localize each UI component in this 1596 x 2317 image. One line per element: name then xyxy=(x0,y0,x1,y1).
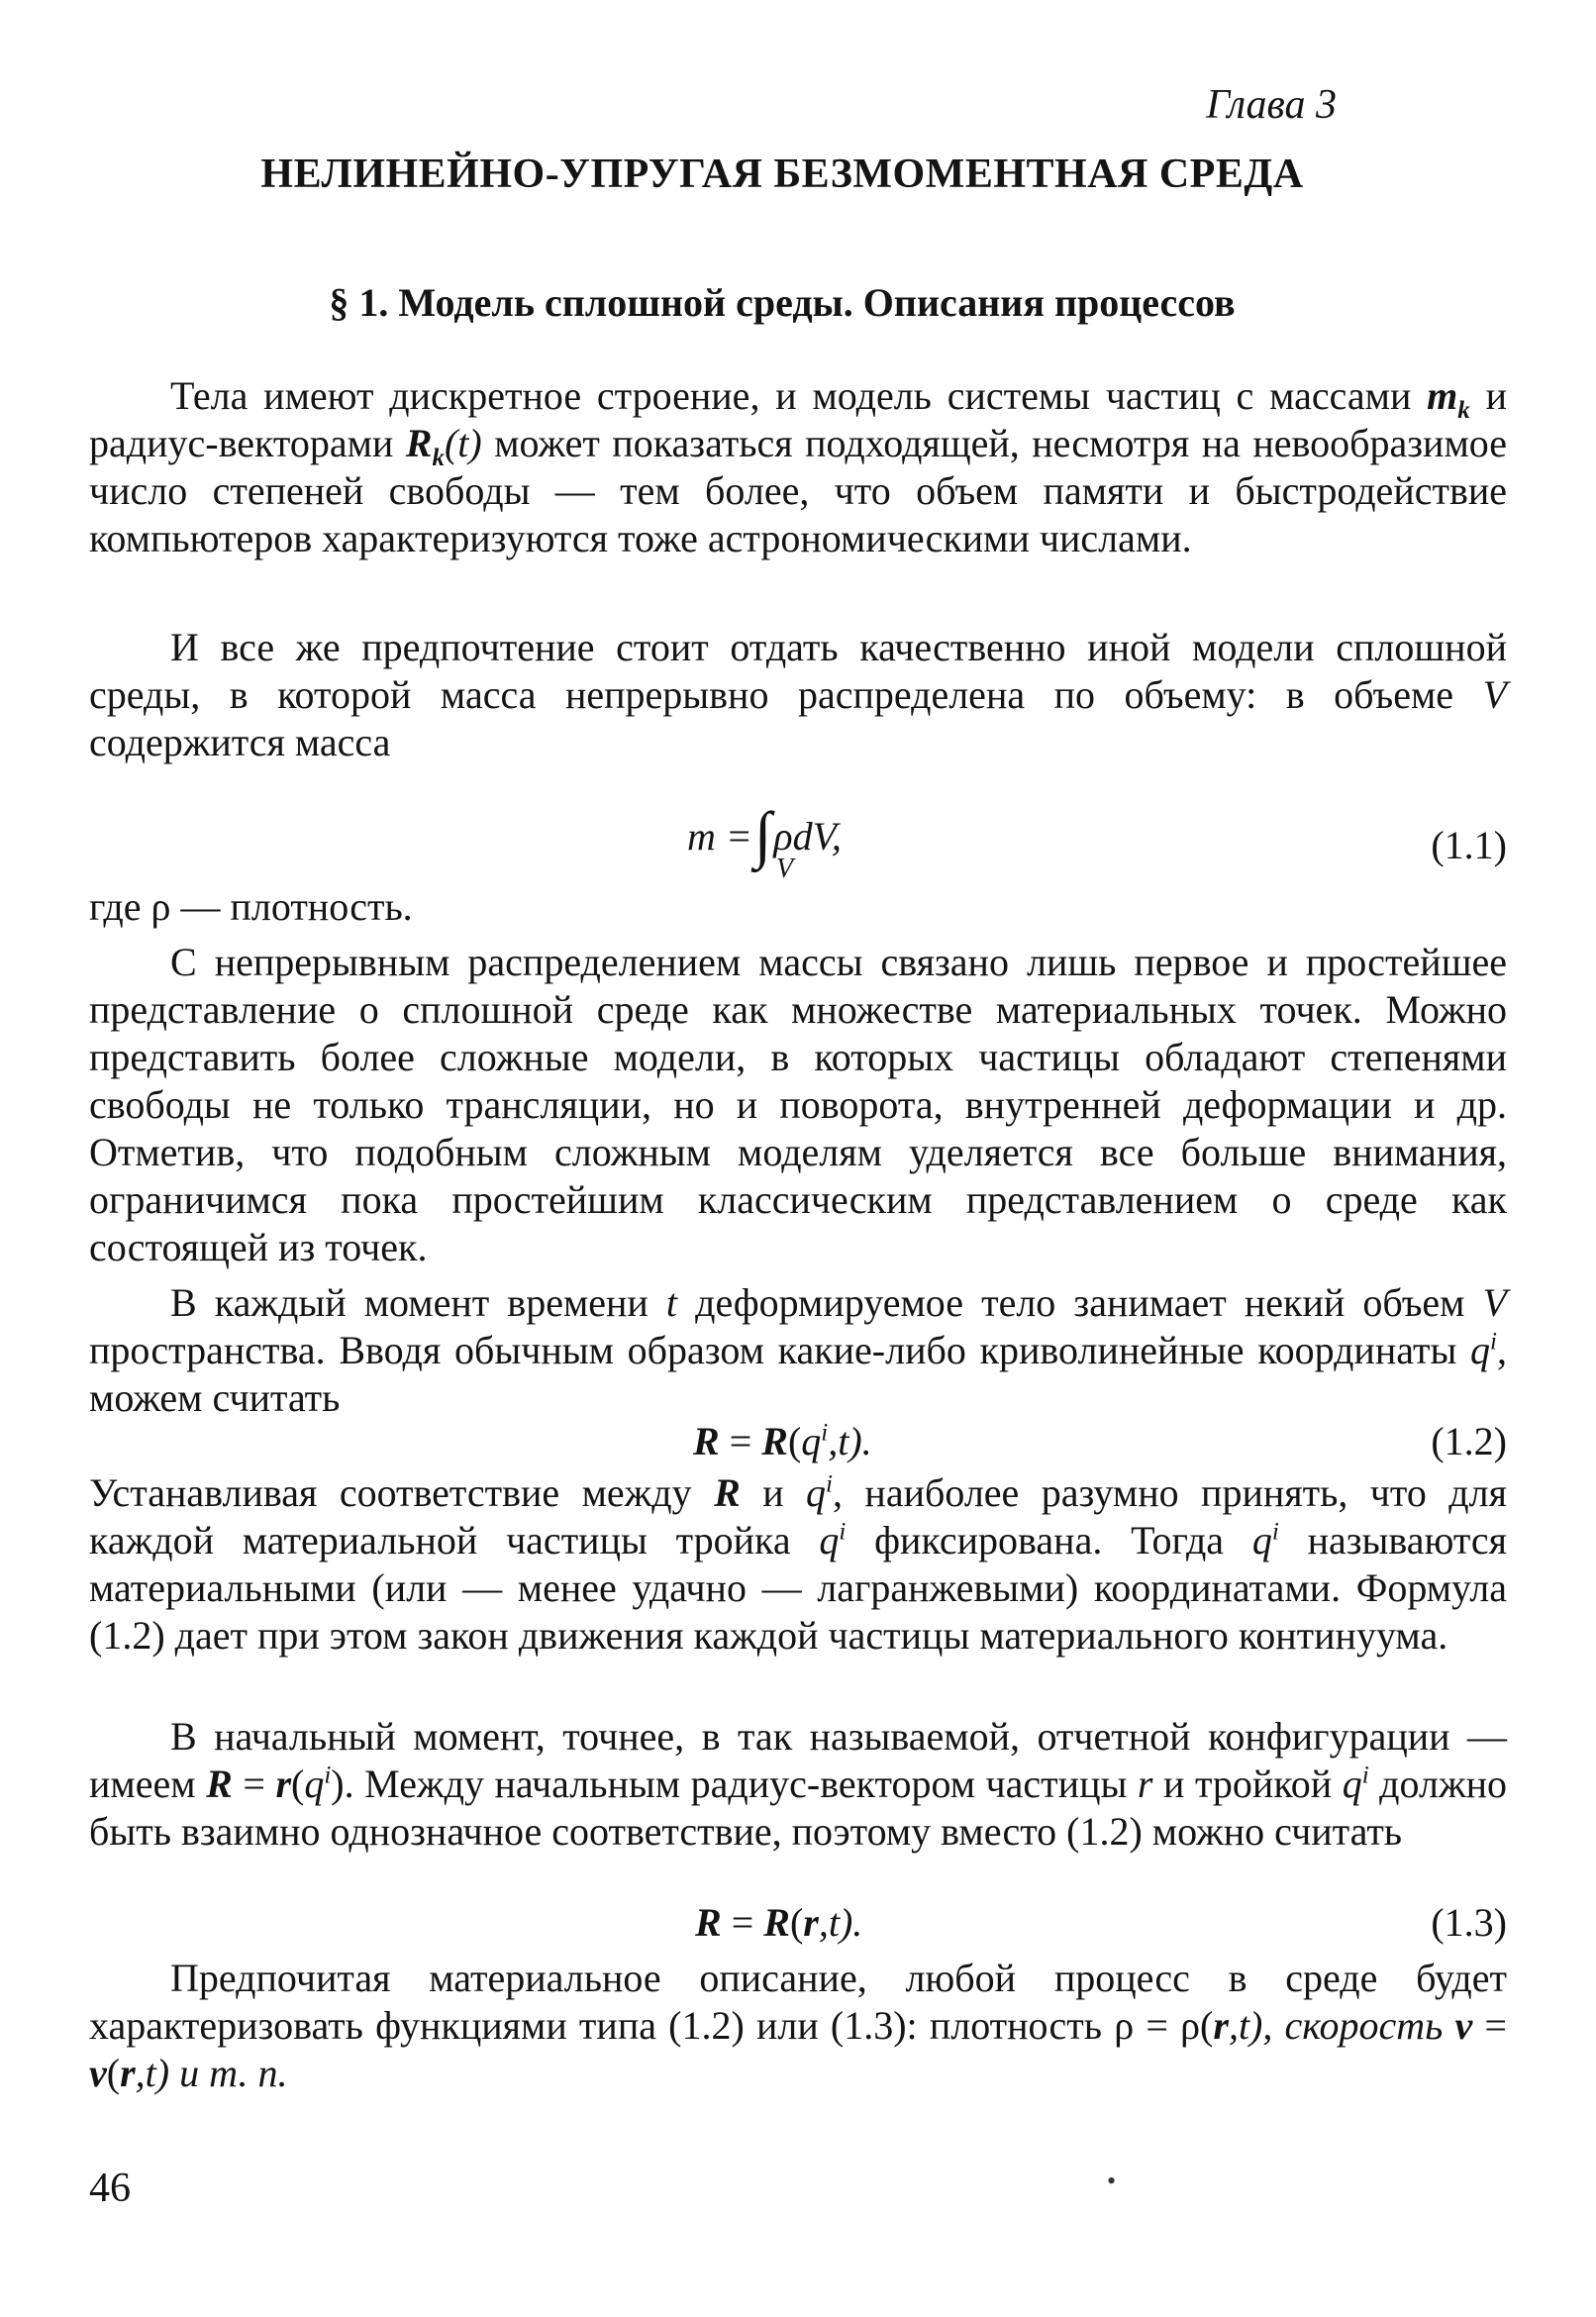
text-run: и тройкой xyxy=(1152,1762,1343,1806)
math-m: $m_k$ xyxy=(1427,373,1470,424)
text-run: Устанавливая соответствие между xyxy=(89,1470,715,1515)
equation-1-1 xyxy=(89,792,1507,891)
math-q: $q^i$ xyxy=(819,1518,847,1562)
chapter-title: НЕЛИНЕЙНО-УПРУГАЯ БЕЗМОМЕНТНАЯ СРЕДА xyxy=(260,151,1304,197)
math-v: v xyxy=(89,2051,107,2095)
text-run: ). Между начальным радиус-вектором частицы xyxy=(331,1762,1138,1806)
section-title: § 1. Модель сплошной среды. Описания процессов xyxy=(329,280,1236,325)
text-run: = xyxy=(232,1762,276,1806)
equation-number: (1.2) xyxy=(1431,1419,1507,1463)
math-R: R xyxy=(206,1762,233,1806)
equation-1-3 xyxy=(89,1899,1507,1949)
math-t: t xyxy=(665,1280,678,1325)
integral-sign: ∫ xyxy=(753,799,772,869)
text-run: , наиболее разумно принять, что для каждой материальной частицы тройка xyxy=(89,1470,1508,1562)
text-run: может показаться подходящей, несмотря на невообразимое число степеней свободы — тем более, что объем памяти и быстродействие компьютеров характеризуются тоже астрономическими числами. xyxy=(89,421,1507,560)
text-run: ( xyxy=(291,1762,305,1806)
equation-1-2-body: $R = R(q^i,t)$. xyxy=(693,1419,872,1463)
math-R: $R_k$ xyxy=(405,421,445,471)
text-run: содержится масса xyxy=(89,720,391,764)
math-r: r xyxy=(275,1762,292,1806)
text-run: деформируемое тело занимает некий объем xyxy=(677,1280,1483,1325)
paragraph-4: С непрерывным распределением массы связано лишь первое и простейшее представление о сплошной среде как множестве материальных точек. Можно представить более сложные модели, в которых частицы обладают степенями свободы не только трансляции, но и поворота, внутренней деформации и др. Отметив, что подобным сложным моделям уделяется все больше внимания, ограничимся пока простейшим классическим представлением о среде как состоящей из точек. xyxy=(89,940,1507,1269)
paragraph-8 xyxy=(89,1955,1507,2097)
math-V: V xyxy=(1482,1280,1507,1325)
equation-1-3-body: R = R(r,t). xyxy=(695,1900,863,1945)
paragraph-3: где ρ — плотность. xyxy=(89,884,413,929)
equation-1-2 xyxy=(89,1418,1507,1467)
text-run: = xyxy=(1472,2003,1507,2048)
equation-1-1-body: m =∫ρdV, xyxy=(687,799,842,869)
equation-number: (1.3) xyxy=(1431,1900,1507,1945)
text-run: ( xyxy=(106,2051,121,2095)
print-speck: • xyxy=(1107,2166,1117,2195)
chapter-label: Глава 3 xyxy=(1206,82,1337,128)
paragraph-6 xyxy=(89,1469,1507,1660)
math-q: $q^i$ xyxy=(1251,1518,1279,1562)
math-q: $q^i$ xyxy=(304,1762,332,1806)
math-v: v xyxy=(1454,2003,1473,2048)
paragraph-2 xyxy=(89,624,1507,766)
math-q: $q^i$ xyxy=(806,1470,833,1515)
text-run: В каждый момент времени xyxy=(170,1280,666,1325)
math-q: $q^i$ xyxy=(1342,1762,1369,1806)
text-run: , можем считать xyxy=(89,1328,1507,1420)
paragraph-1 xyxy=(89,372,1507,562)
text-run: и xyxy=(740,1470,807,1515)
text-run: ,t), скорость xyxy=(1228,2003,1455,2048)
page-number: 46 xyxy=(89,2166,131,2211)
text-run: должно быть взаимно однозначное соответствие, поэтому вместо (1.2) можно считать xyxy=(89,1762,1508,1854)
math-r: r xyxy=(120,2051,136,2095)
text-run: фиксирована. Тогда xyxy=(846,1518,1252,1562)
math-r: r xyxy=(1213,2003,1229,2048)
math-q: $q^i$ xyxy=(1470,1328,1497,1372)
math-r: r xyxy=(1137,1762,1153,1806)
text-run: ,t) и т. п. xyxy=(135,2051,288,2095)
equation-number: (1.1) xyxy=(1431,823,1507,867)
integral-lower-limit: V xyxy=(776,854,794,884)
paragraph-7 xyxy=(89,1713,1507,1856)
text-run: и радиус-векторами xyxy=(89,373,1507,465)
paragraph-5 xyxy=(89,1279,1507,1422)
text-run: Тела имеют дискретное строение, и модель системы частиц с массами xyxy=(170,373,1428,418)
math-V: V xyxy=(1482,672,1507,717)
text-run: И все же предпочтение стоит отдать качественно иной модели сплошной среды, в которой масса непрерывно распределена по объему: в объеме xyxy=(89,625,1507,717)
text-run: называются материальными (или — менее удачно — лагранжевыми) координатами. Формула (1.2) дает при этом закон движения каждой частицы материального континуума. xyxy=(89,1518,1508,1658)
text-run: Предпочитая материальное описание, любой процесс в среде будет характеризовать функциями типа (1.2) или (1.3): плотность ρ = ρ( xyxy=(89,1956,1507,2048)
text-run: В начальный момент, точнее, в так называемой, отчетной конфигурации — имеем xyxy=(89,1714,1507,1806)
math-arg: (t) xyxy=(444,421,482,465)
text-run: пространства. Вводя обычным образом какие-либо криволинейные координаты xyxy=(89,1328,1471,1372)
math-R: R xyxy=(714,1470,741,1515)
